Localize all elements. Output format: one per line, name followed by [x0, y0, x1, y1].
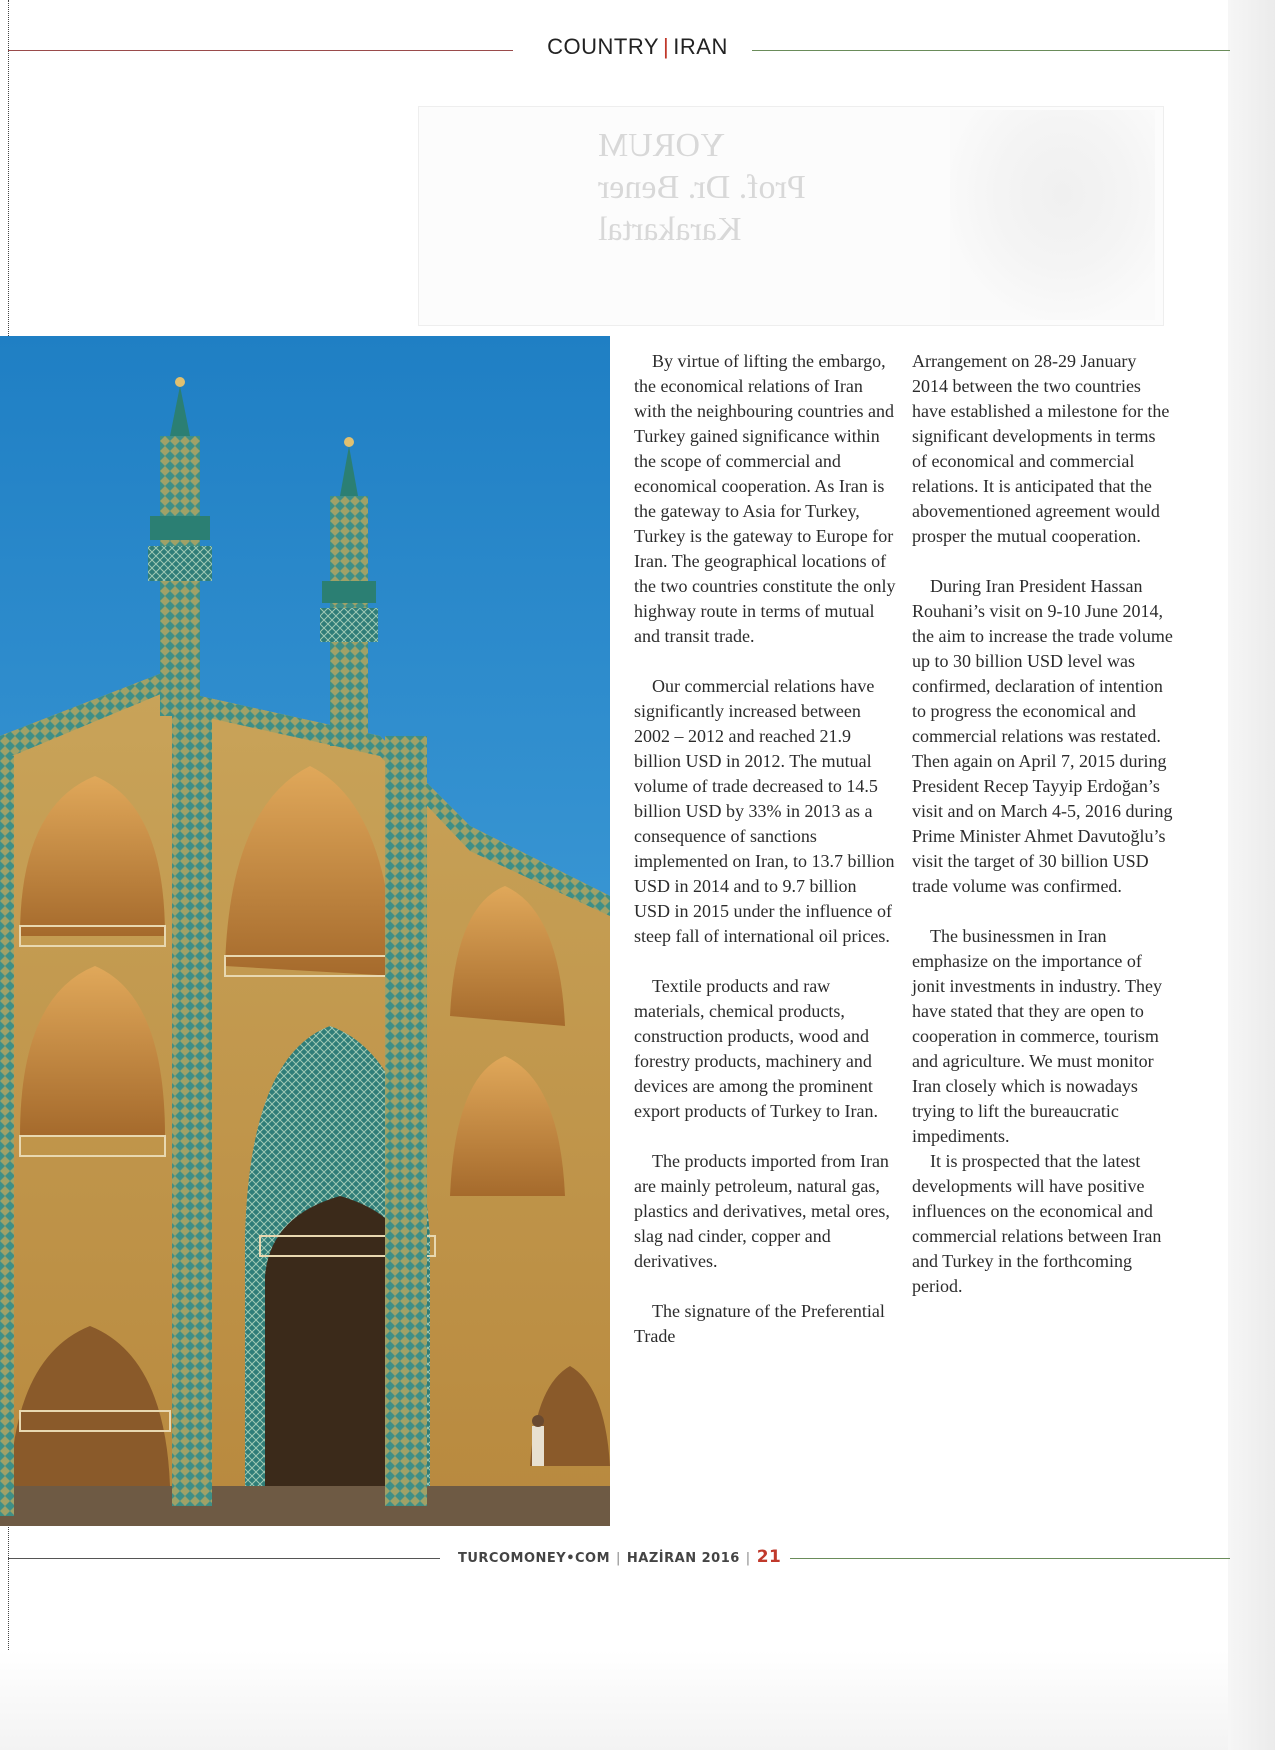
footer-rule-right — [790, 1558, 1230, 1559]
article-paragraph: Arrangement on 28-29 January 2014 between the two countries have established a milestone for the significant developments in terms of economical and commercial relations. It is anticipated that the abovementioned agreement would prosper the mutual cooperation. — [912, 351, 1170, 546]
footer-site: TURCOMONEY•COM — [458, 1551, 611, 1566]
footer-separator: | — [616, 1551, 621, 1566]
footer-rule-left — [8, 1558, 440, 1559]
article-paragraph: The products imported from Iran are mainly petroleum, natural gas, plastics and derivatives, metal ores, slag nad cinder, copper and derivatives. — [634, 1151, 890, 1271]
page-bottom-margin — [0, 1650, 1228, 1750]
article-column-2 — [912, 349, 1174, 1299]
article-paragraph: During Iran President Hassan Rouhani’s visit on 9-10 June 2014, the aim to increase the trade volume up to 30 billion USD level was confirmed, declaration of intention to progress the economical and commercial relations was restated. Then again on April 7, 2015 during President Recep Tayyip Erdoğan’s visit and on March 4-5, 2016 during Prime Minister Ahmet Davutoğlu’s visit the target of 30 billion USD trade volume was confirmed. — [912, 576, 1173, 896]
country-label: IRAN — [673, 34, 728, 59]
page-footer — [458, 1547, 781, 1567]
show-through-line: Karakartal — [598, 211, 742, 248]
footer-separator: | — [745, 1551, 751, 1566]
article-paragraph: By virtue of lifting the embargo, the economical relations of Iran with the neighbouring countries and Turkey gained significance within the scope of commercial and economical cooperation. As Iran is the gateway to Asia for Turkey, Turkey is the gateway to Europe for Iran. The geographical locations of the two countries constitute the only highway route in terms of mutual and transit trade. — [634, 351, 896, 646]
page-edge-shadow — [1228, 0, 1275, 1750]
show-through-portrait — [950, 110, 1155, 320]
show-through-line: YORUM — [598, 127, 725, 164]
show-through-line: Prof. Dr. Bener — [598, 169, 806, 206]
article-paragraph: Our commercial relations have significantly increased between 2002 – 2012 and reached 21.9 billion USD in 2012. The mutual volume of trade decreased to 14.5 billion USD by 33% in 2013 as a consequence of sanctions implemented on Iran, to 13.7 billion USD in 2014 and to 9.7 billion USD in 2015 under the influence of steep fall of international oil prices. — [634, 676, 895, 946]
section-header — [0, 34, 1275, 60]
show-through-title — [598, 125, 888, 251]
footer-issue: HAZİRAN 2016 — [626, 1551, 740, 1566]
article-paragraph: Textile products and raw materials, chemical products, construction products, wood and forestry products, machinery and devices are among the prominent export products of Turkey to Iran. — [634, 976, 878, 1121]
section-label: COUNTRY — [547, 34, 660, 59]
header-separator: | — [663, 34, 670, 59]
article-column-1 — [634, 349, 896, 1349]
mosque-photo — [0, 336, 610, 1526]
page-number: 21 — [756, 1547, 782, 1567]
article-paragraph: It is prospected that the latest developments will have positive influences on the economical and commercial relations between Iran and Turkey in the forthcoming period. — [912, 1151, 1162, 1296]
article-paragraph: The signature of the Preferential Trade — [634, 1301, 885, 1346]
article-paragraph: The businessmen in Iran emphasize on the importance of jonit investments in industry. They have stated that they are open to cooperation in commerce, tourism and agriculture. We must monitor Iran closely which is nowadays trying to lift the bureaucratic impediments. — [912, 926, 1162, 1146]
